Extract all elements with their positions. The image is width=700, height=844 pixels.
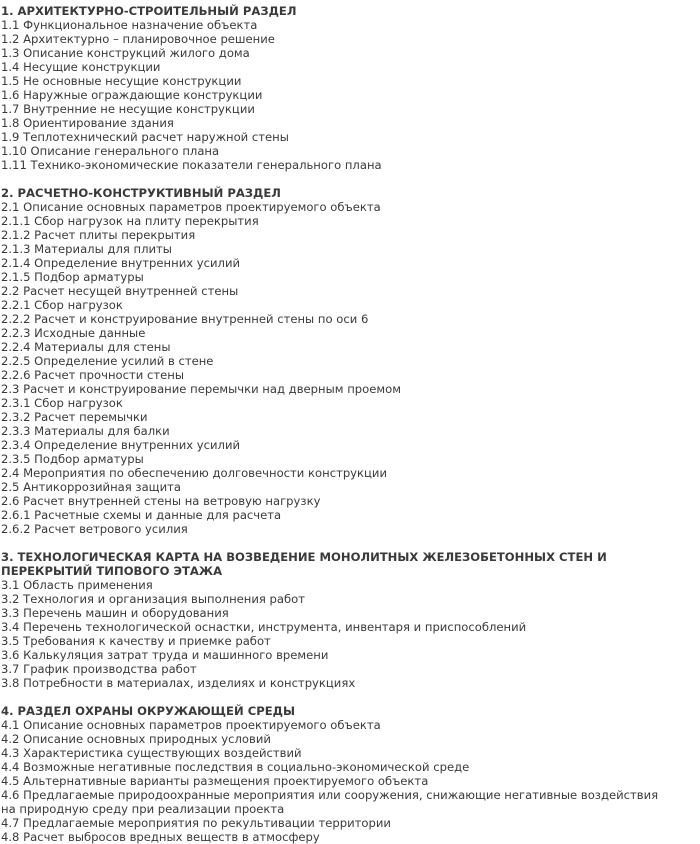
toc-item: 4.2 Описание основных природных условий	[1, 732, 271, 746]
toc-item: 2.2.2 Расчет и конструирование внутренней стены по оси 6	[1, 312, 369, 326]
toc-item: 2.2.5 Определение усилий в стене	[1, 354, 214, 368]
toc-item: 1.3 Описание конструкций жилого дома	[1, 46, 250, 60]
toc-item: 4.3 Характеристика существующих воздействий	[1, 746, 302, 760]
toc-item: 3.3 Перечень машин и оборудования	[1, 606, 229, 620]
toc-item: 3.2 Технология и организация выполнения работ	[1, 592, 306, 606]
toc-item: 1.10 Описание генерального плана	[1, 144, 220, 158]
toc-item: 2.2.6 Расчет прочности стены	[1, 368, 184, 382]
toc-item: 1.11 Технико-экономические показатели генерального плана	[1, 158, 382, 172]
toc-item: 2.6.1 Расчетные схемы и данные для расчета	[1, 508, 282, 522]
toc-item: 3.1 Область применения	[1, 578, 153, 592]
toc-item: 2.1.1 Сбор нагрузок на плиту перекрытия	[1, 214, 259, 228]
toc-item: 2.3.5 Подбор арматуры	[1, 452, 144, 466]
toc-item: 1.1 Функциональное назначение объекта	[1, 18, 258, 32]
toc-item: 1.7 Внутренние не несущие конструкции	[1, 102, 255, 116]
toc-item: 2.3.3 Материалы для балки	[1, 424, 170, 438]
toc-item: 2.4 Мероприятия по обеспечению долговечности конструкции	[1, 466, 388, 480]
toc-item: 1.4 Несущие конструкции	[1, 60, 161, 74]
toc-item: 1.8 Ориентирование здания	[1, 116, 174, 130]
toc-item: 1.2 Архитектурно – планировочное решение	[1, 32, 275, 46]
toc-item: 1.5 Не основные несущие конструкции	[1, 74, 242, 88]
section-title: 3. ТЕХНОЛОГИЧЕСКАЯ КАРТА НА ВОЗВЕДЕНИЕ МОНОЛИТНЫХ ЖЕЛЕЗОБЕТОННЫХ СТЕН И ПЕРЕКРЫТИЙ ТИПОВОГО ЭТАЖА	[1, 550, 607, 578]
section-item-list	[1, 718, 675, 844]
toc-item: 2.5 Антикоррозийная защита	[1, 480, 181, 494]
toc-section	[1, 186, 675, 536]
toc-item: 4.5 Альтернативные варианты размещения проектируемого объекта	[1, 774, 429, 788]
toc-item: 3.8 Потребности в материалах, изделиях и конструкциях	[1, 676, 356, 690]
section-title: 1. АРХИТЕКТУРНО-СТРОИТЕЛЬНЫЙ РАЗДЕЛ	[1, 4, 297, 18]
toc-section	[1, 4, 675, 172]
section-item-list	[1, 18, 675, 172]
toc-item: 3.7 График производства работ	[1, 662, 197, 676]
section-item-list	[1, 200, 675, 536]
toc-item: 2.3.2 Расчет перемычки	[1, 410, 148, 424]
toc-item: 2.6 Расчет внутренней стены на ветровую нагрузку	[1, 494, 321, 508]
toc-item: 4.1 Описание основных параметров проектируемого объекта	[1, 718, 381, 732]
toc-section	[1, 550, 675, 690]
toc-item: 2.3 Расчет и конструирование перемычки над дверным проемом	[1, 382, 401, 396]
toc-item: 2.1.2 Расчет плиты перекрытия	[1, 228, 196, 242]
toc-item: 2.1.3 Материалы для плиты	[1, 242, 172, 256]
toc-item: 4.8 Расчет выбросов вредных веществ в атмосферу	[1, 830, 320, 844]
toc-item: 2.3.4 Определение внутренних усилий	[1, 438, 241, 452]
table-of-contents	[1, 4, 675, 844]
toc-item: 2.1.4 Определение внутренних усилий	[1, 256, 241, 270]
toc-item: 2.2.3 Исходные данные	[1, 326, 146, 340]
toc-item: 3.5 Требования к качеству и приемке работ	[1, 634, 271, 648]
toc-item: 2.3.1 Сбор нагрузок	[1, 396, 123, 410]
toc-item: 1.9 Теплотехнический расчет наружной стены	[1, 130, 289, 144]
toc-item: 2.6.2 Расчет ветрового усилия	[1, 522, 188, 536]
toc-item: 2.1 Описание основных параметров проектируемого объекта	[1, 200, 381, 214]
toc-item: 1.6 Наружные ограждающие конструкции	[1, 88, 263, 102]
toc-item: 2.1.5 Подбор арматуры	[1, 270, 144, 284]
section-title: 2. РАСЧЕТНО-КОНСТРУКТИВНЫЙ РАЗДЕЛ	[1, 186, 281, 200]
toc-item: 4.4 Возможные негативные последствия в социально-экономической среде	[1, 760, 470, 774]
toc-item: 2.2 Расчет несущей внутренней стены	[1, 284, 239, 298]
toc-section	[1, 704, 675, 844]
toc-item: 3.4 Перечень технологической оснастки, инструмента, инвентаря и приспособлений	[1, 620, 527, 634]
toc-item: 4.6 Предлагаемые природоохранные мероприятия или сооружения, снижающие негативные воздействия на природную среду при реализации проекта	[1, 788, 659, 816]
toc-item: 4.7 Предлагаемые мероприятия по рекультивации территории	[1, 816, 391, 830]
section-item-list	[1, 578, 675, 690]
toc-item: 3.6 Калькуляция затрат труда и машинного времени	[1, 648, 329, 662]
section-title: 4. РАЗДЕЛ ОХРАНЫ ОКРУЖАЮЩЕЙ СРЕДЫ	[1, 704, 295, 718]
toc-item: 2.2.4 Материалы для стены	[1, 340, 171, 354]
toc-item: 2.2.1 Сбор нагрузок	[1, 298, 123, 312]
